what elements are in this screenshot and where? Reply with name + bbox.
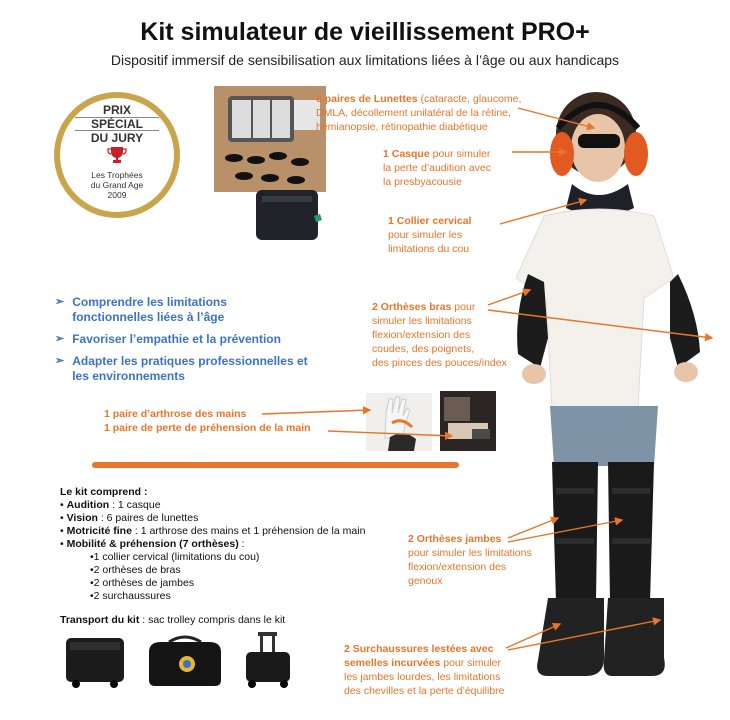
arrow-mains-2 — [328, 431, 452, 436]
callout-surch-text3: des chevilles et la perte d’équilibre — [344, 685, 505, 697]
kit-subitem: •2 orthèses de jambes — [90, 577, 195, 589]
callout-jambes-text1: pour simuler les limitations — [408, 547, 532, 559]
badge-line-special: SPÉCIAL — [75, 117, 159, 131]
callout-bras-text2: simuler les limitations — [372, 315, 472, 327]
callout-lunettes-text3: hémianopsie, rétinopathie diabétique — [316, 121, 488, 133]
chevron-right-icon: ➢ — [55, 296, 65, 308]
kit-item-mobilite: • Mobilité & préhension (7 orthèses) : — [60, 538, 245, 550]
callout-surch-title1: 2 Surchaussures lestées avec — [344, 643, 494, 655]
callout-mains-line1: 1 paire d’arthrose des mains — [104, 408, 247, 420]
callout-bras-text4: coudes, des poignets, — [372, 343, 475, 355]
page-subtitle: Dispositif immersif de sensibilisation aux limitations liées à l’âge ou aux handicaps — [110, 52, 620, 68]
callout-lunettes-title: 6 paires de Lunettes — [316, 93, 418, 105]
objective-text: fonctionnelles liées à l’âge — [72, 310, 225, 324]
badge-line-jury: DU JURY — [90, 131, 144, 145]
arrow-collier — [500, 200, 586, 224]
arrow-bras-left — [488, 290, 530, 305]
callout-bras-title: 2 Orthèses bras — [372, 301, 452, 313]
callout-surch-title2: semelles incurvées — [344, 657, 441, 669]
kit-item-motricite: • Motricité fine : 1 arthrose des mains et 1 préhension de la main — [60, 525, 366, 537]
arrow-bras-right — [488, 310, 712, 338]
callout-casque-title: 1 Casque — [383, 148, 430, 160]
callout-casque-text1: pour simuler — [429, 148, 491, 160]
callout-collier-text2: limitations du cou — [388, 243, 470, 255]
callout-mains-line2: 1 paire de perte de préhension de la main — [104, 422, 311, 434]
arrow-lunettes — [518, 108, 594, 128]
callout-casque-text2: la perte d’audition avec — [383, 162, 491, 174]
callout-jambes-title: 2 Orthèses jambes — [408, 533, 502, 545]
kit-item-vision: • Vision : 6 paires de lunettes — [60, 512, 199, 524]
kit-item-audition: • Audition : 1 casque — [60, 499, 161, 511]
objective-text: les environnements — [72, 369, 185, 383]
callout-lunettes-text1: (cataracte, glaucome, — [417, 93, 522, 105]
callout-casque-text3: la presbyacousie — [383, 176, 462, 188]
badge-line-year: 2009 — [107, 190, 127, 200]
kit-subitem: •1 collier cervical (limitations du cou) — [90, 551, 260, 563]
kit-transport: Transport du kit : sac trolley compris dans le kit — [60, 614, 286, 626]
badge-line-trophees: Les Trophées — [91, 170, 143, 180]
badge-line-prix: PRIX — [102, 103, 131, 117]
callout-surch-text2: les jambes lourdes, les limitations — [344, 671, 501, 683]
callout-surch-text1: pour simuler — [440, 657, 502, 669]
callout-collier-text1: pour simuler les — [388, 229, 463, 241]
callout-jambes-text3: genoux — [408, 575, 443, 587]
callout-collier-title: 1 Collier cervical — [388, 215, 472, 227]
callout-lunettes-text2: DMLA, décollement unilatéral de la rétine, — [316, 107, 511, 119]
badge-line-grand-age: du Grand Age — [90, 180, 144, 190]
objective-text: Favoriser l’empathie et la prévention — [72, 332, 281, 346]
kit-subitem: •2 surchaussures — [90, 590, 171, 602]
callout-jambes-text2: flexion/extension des — [408, 561, 507, 573]
page-title: Kit simulateur de vieillissement PRO+ — [140, 18, 590, 46]
kit-heading: Le kit comprend : — [60, 486, 148, 498]
arrow-mains-1 — [262, 410, 370, 414]
callout-bras-text3: flexion/extension des — [372, 329, 471, 341]
arrow-surch-right — [508, 620, 660, 650]
kit-subitem: •2 orthèses de bras — [90, 564, 181, 576]
chevron-right-icon: ➢ — [55, 355, 65, 367]
objective-text: Adapter les pratiques professionnelles et — [72, 354, 308, 368]
callout-bras-text5: des pinces des pouces/index — [372, 357, 507, 369]
callout-bras-text1: pour — [451, 301, 476, 313]
chevron-right-icon: ➢ — [55, 333, 65, 345]
arrow-jambes-left — [508, 518, 558, 538]
objective-text: Comprendre les limitations — [72, 295, 227, 309]
